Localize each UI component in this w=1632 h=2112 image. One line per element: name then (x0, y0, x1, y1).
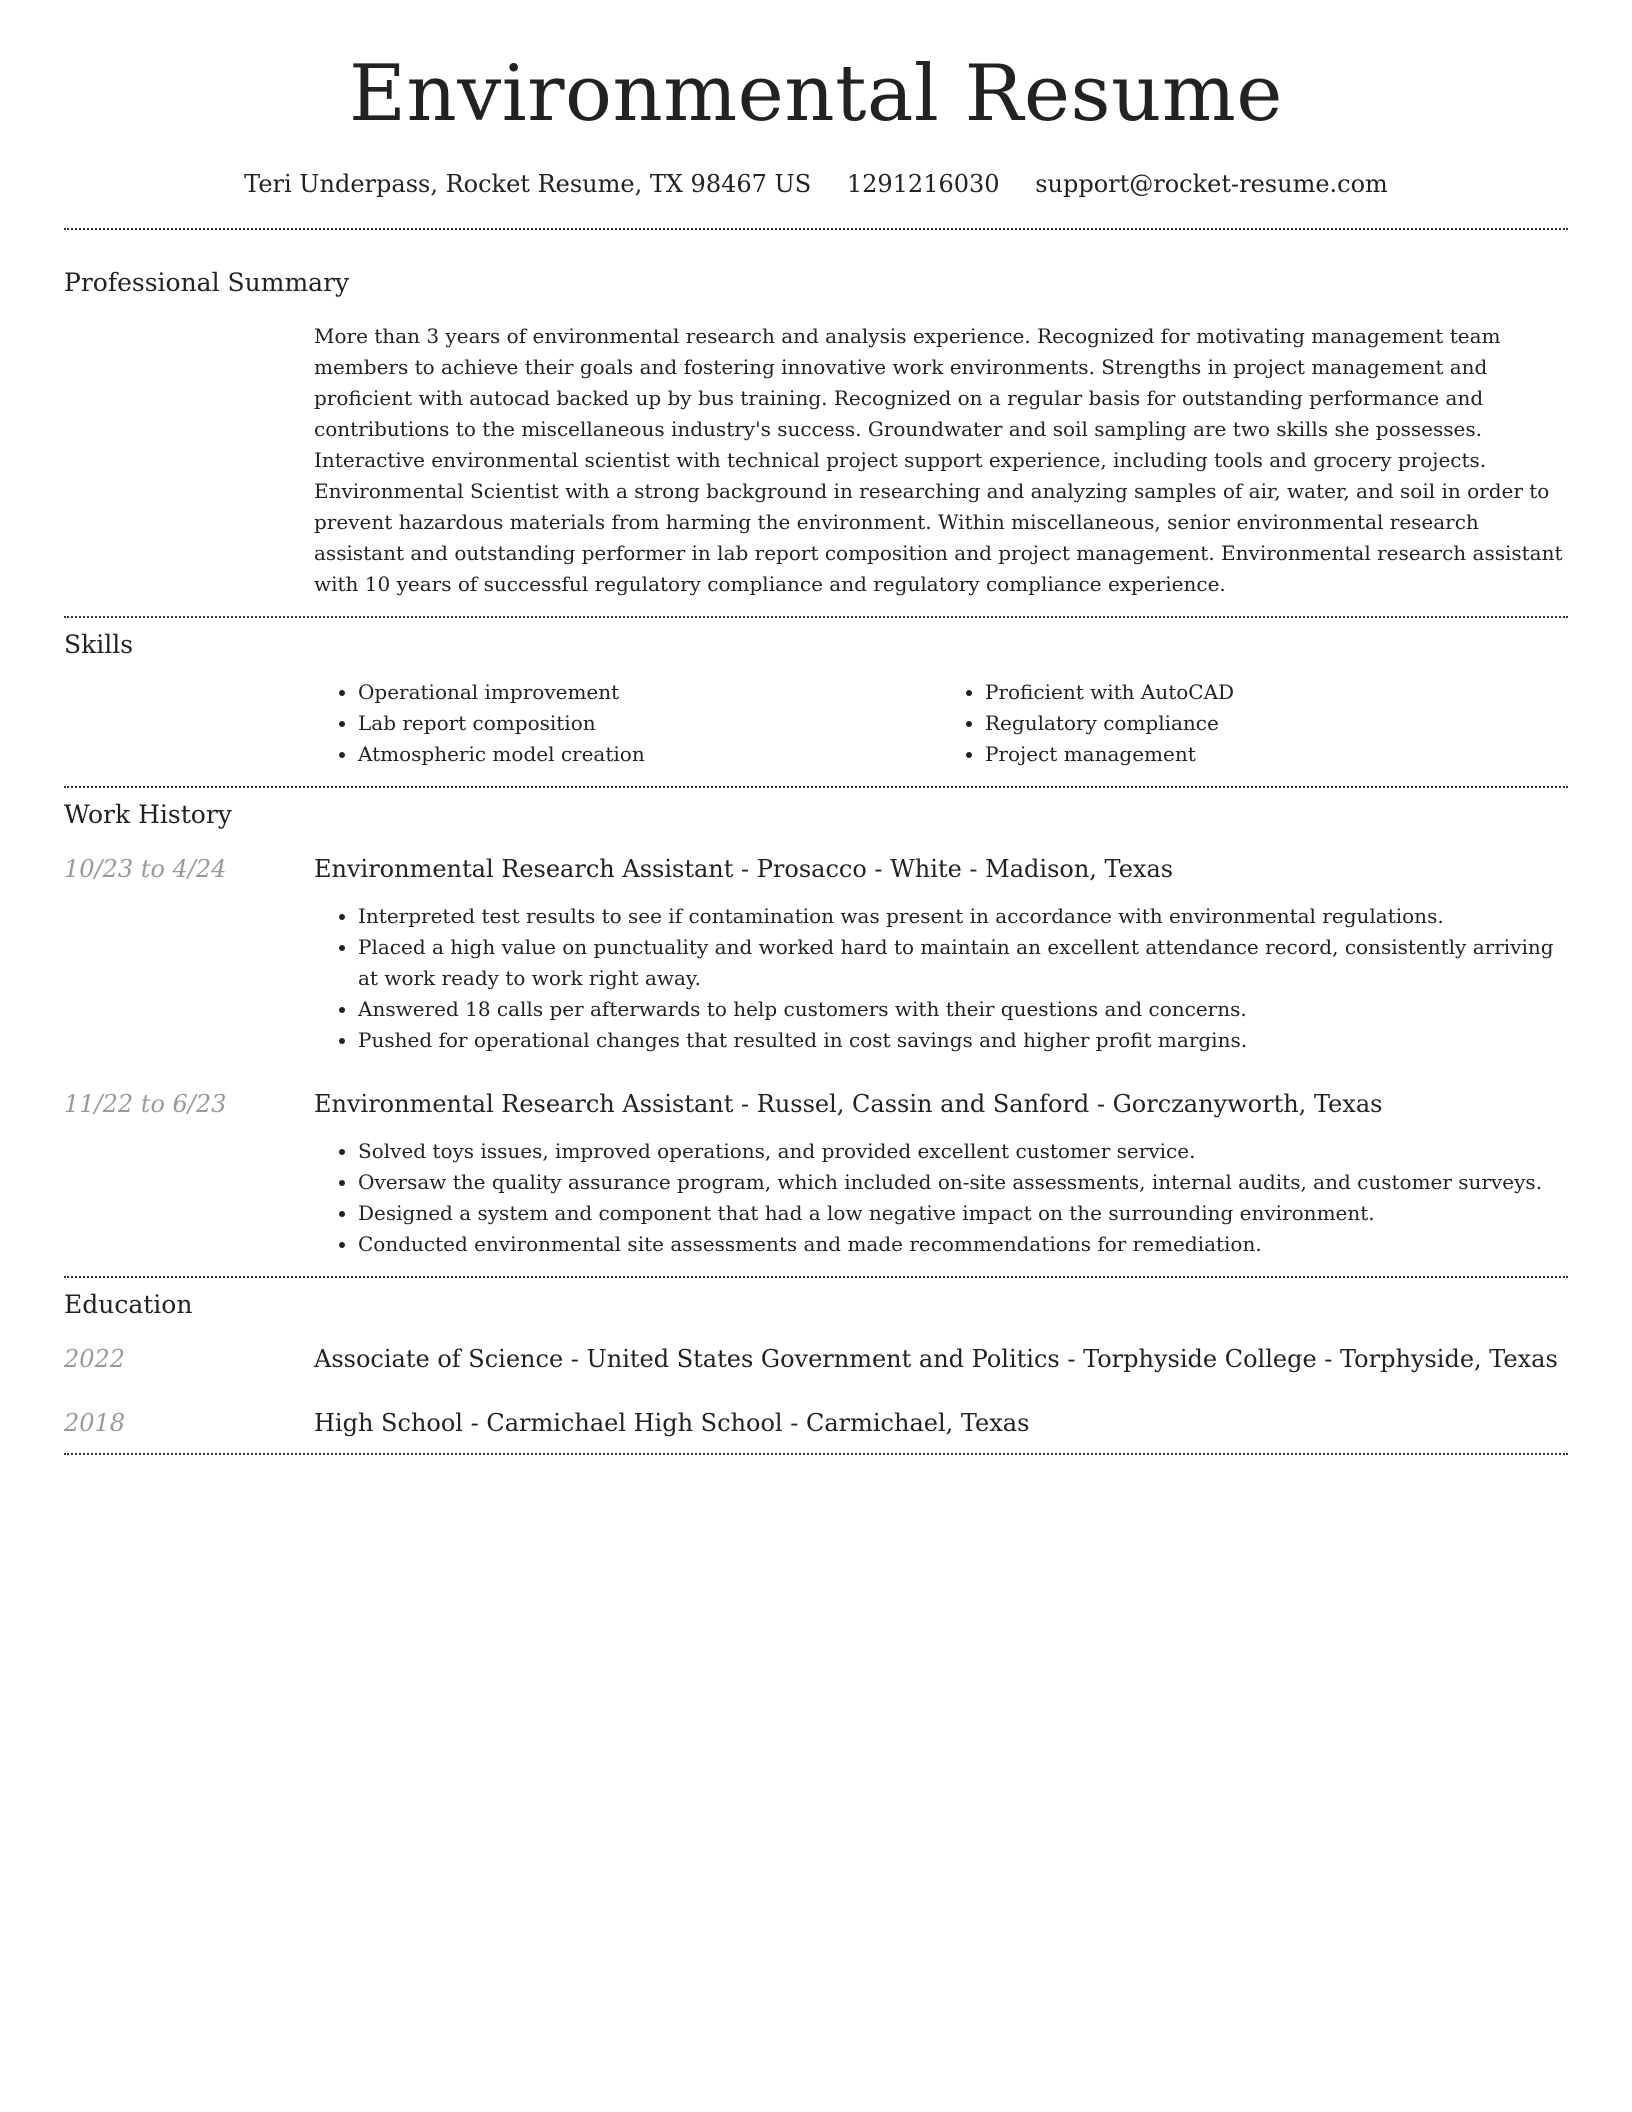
divider (64, 1276, 1568, 1278)
skill-item: • Lab report composition (358, 708, 941, 739)
job-bullet: • Oversaw the quality assurance program, which included on-site assessments, internal audits, and customer surveys. (358, 1167, 1568, 1198)
education-year: 2022 (64, 1344, 126, 1373)
job-dates: 10/23 to 4/24 (64, 854, 227, 883)
section-heading-summary: Professional Summary (64, 267, 350, 297)
divider (64, 1453, 1568, 1455)
skills-list-right (941, 677, 1568, 770)
job-entry (64, 855, 1568, 1056)
summary-row (64, 321, 1568, 600)
skill-item: • Proficient with AutoCAD (985, 677, 1568, 708)
education-title: Associate of Science - United States Government and Politics - Torphyside College - Torphyside, Texas (314, 1344, 1558, 1373)
divider (64, 228, 1568, 230)
contact-phone: 1291216030 (846, 169, 1000, 198)
skill-item: • Regulatory compliance (985, 708, 1568, 739)
section-heading-skills: Skills (64, 629, 134, 659)
section-heading-work: Work History (64, 799, 232, 829)
section-heading-education: Education (64, 1289, 193, 1319)
education-year: 2018 (64, 1408, 126, 1437)
job-dates: 11/22 to 6/23 (64, 1089, 227, 1118)
job-bullet: • Interpreted test results to see if contamination was present in accordance with environmental regulations. (358, 901, 1568, 932)
education-title: High School - Carmichael High School - Carmichael, Texas (314, 1408, 1030, 1437)
job-bullet: • Solved toys issues, improved operations, and provided excellent customer service. (358, 1136, 1568, 1167)
job-bullet: • Designed a system and component that had a low negative impact on the surrounding environment. (358, 1198, 1568, 1229)
skill-item: • Operational improvement (358, 677, 941, 708)
skills-row (64, 677, 1568, 770)
education-entry (64, 1345, 1568, 1373)
summary-text: More than 3 years of environmental research and analysis experience. Recognized for motivating management team members to achieve their goals and fostering innovative work environments. Strengths in project management and proficient with autocad backed up by bus training. Recognized on a regular basis for outstanding performance and contributions to the miscellaneous industry's success. Groundwater and soil sampling are two skills she possesses. Interactive environmental scientist with technical project support experience, including tools and grocery projects. Environmental Scientist with a strong background in researching and analyzing samples of air, water, and soil in order to prevent hazardous materials from harming the environment. Within miscellaneous, senior environmental research assistant and outstanding performer in lab report composition and project management. Environmental research assistant with 10 years of successful regulatory compliance and regulatory compliance experience. (314, 323, 1563, 596)
contact-address: Teri Underpass, Rocket Resume, TX 98467 US (244, 169, 812, 198)
skills-list-left (314, 677, 941, 770)
job-title: Environmental Research Assistant - Prosacco - White - Madison, Texas (314, 854, 1174, 883)
skill-item: • Atmospheric model creation (358, 739, 941, 770)
skill-item: • Project management (985, 739, 1568, 770)
contact-line (64, 170, 1568, 198)
job-bullet: • Conducted environmental site assessments and made recommendations for remediation. (358, 1229, 1568, 1260)
job-bullet: • Placed a high value on punctuality and worked hard to maintain an excellent attendance record, consistently arriving at work ready to work right away. (358, 932, 1568, 994)
job-bullets (314, 1136, 1568, 1260)
education-entry (64, 1409, 1568, 1437)
job-bullets (314, 901, 1568, 1056)
page-title: Environmental Resume (349, 49, 1283, 139)
divider (64, 786, 1568, 788)
job-bullet: • Pushed for operational changes that resulted in cost savings and higher profit margins. (358, 1025, 1568, 1056)
job-bullet: • Answered 18 calls per afterwards to help customers with their questions and concerns. (358, 994, 1568, 1025)
job-entry (64, 1090, 1568, 1260)
divider (64, 616, 1568, 618)
job-title: Environmental Research Assistant - Russel, Cassin and Sanford - Gorczanyworth, Texas (314, 1089, 1383, 1118)
contact-email: support@rocket-resume.com (1035, 169, 1388, 198)
resume-page (64, 0, 1568, 1455)
